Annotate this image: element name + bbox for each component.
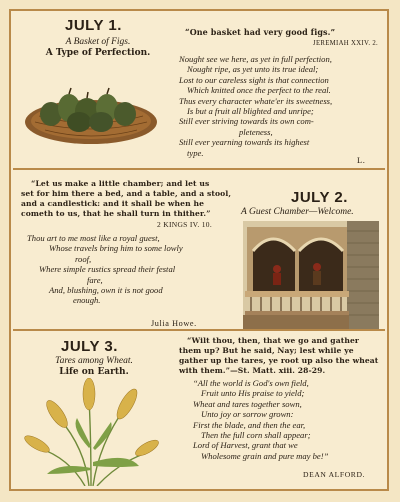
entry-july-2 — [13, 171, 385, 331]
subtitle-line: Life on Earth. — [59, 367, 129, 377]
entry-poem — [179, 54, 332, 158]
entry-author: DEAN ALFORD. — [303, 470, 366, 479]
entry-author: L. — [357, 155, 366, 165]
poem-line: Thus every character whate'er its sweetness, — [179, 95, 333, 106]
entry-poem — [193, 378, 328, 461]
entry-july-1 — [13, 13, 385, 170]
poem-line: Lord of Harvest, grant that we — [193, 440, 298, 451]
poem-line: First the blade, and then the ear, — [193, 419, 306, 430]
quote-line: “Let us make a little chamber; and let us — [31, 179, 210, 188]
poem-line: And, blushing, own it is not good — [49, 285, 163, 296]
poem-line: pleteness, — [239, 126, 273, 137]
poem-line: enough. — [73, 295, 101, 306]
poem-line: Nought see we here, as yet in full perfection, — [179, 54, 332, 64]
poem-line: Wholesome grain and pure may be!” — [201, 450, 329, 461]
quote-line: “Wilt thou, then, that we go and gather — [187, 336, 359, 345]
poem-line: Whose travels bring him to some lowly — [49, 243, 183, 254]
poem-line: Still ever yearning towards its highest — [179, 137, 310, 148]
entry-poem — [27, 233, 183, 306]
poem-line: fare, — [87, 274, 103, 285]
entry-author: Julia Howe. — [151, 319, 197, 328]
poem-line: Thou art to me most like a royal guest, — [27, 233, 160, 243]
entry-reference: 2 KINGS IV. 10. — [157, 220, 212, 229]
poem-line: Lost to our careless sight is that connection — [179, 74, 329, 85]
quote-line: and a candlestick: and it shall be when he — [21, 199, 205, 208]
poem-line: Which knitted once the perfect to the real. — [187, 85, 331, 96]
quote-line: set for him there a bed, and a table, and a stool, — [21, 189, 232, 198]
subtitle-line: Tares among Wheat. — [55, 356, 133, 366]
entry-date: JULY 2. — [291, 189, 348, 206]
entry-date: JULY 1. — [65, 17, 122, 34]
guest-chamber-illustration — [243, 221, 379, 329]
poem-line: Nought ripe, as yet unto its true ideal; — [187, 64, 319, 75]
entry-quote — [21, 179, 253, 219]
poem-line: “All the world is God's own field, — [193, 378, 309, 388]
entry-quote: “One basket had very good figs.” — [185, 27, 336, 37]
poem-line: Is but a fruit all blighted and unripe; — [187, 106, 314, 117]
poem-line: Fruit unto His praise to yield; — [201, 388, 305, 399]
fig-basket-illustration — [21, 78, 161, 150]
entry-reference: JEREMIAH XXIV. 2. — [313, 40, 379, 47]
poem-line: type. — [187, 147, 204, 158]
quote-line: them up? But he said, Nay; lest while ye — [179, 346, 354, 355]
quote-line: gather up the tares, ye root up also the wheat — [179, 356, 379, 365]
entry-quote — [179, 336, 385, 376]
poem-line: Wheat and tares together sown, — [193, 398, 302, 409]
quote-line: cometh to us, that he shall turn in thither.” — [21, 209, 211, 218]
subtitle-line: A Basket of Figs. — [65, 37, 131, 47]
subtitle-line: A Type of Perfection. — [45, 48, 151, 58]
entry-subtitle — [43, 37, 153, 59]
poem-line: roof, — [75, 253, 92, 264]
wheat-and-tares-illustration — [19, 378, 165, 486]
poem-line: Then the full corn shall appear; — [201, 430, 311, 441]
poem-line: Still ever striving towards its own com- — [179, 116, 314, 127]
quote-line: with them.”—St. Matt. xiii. 28-29. — [179, 366, 326, 375]
entry-subtitle: A Guest Chamber—Welcome. — [241, 207, 354, 217]
poem-line: Where simple rustics spread their festal — [39, 264, 176, 275]
entry-july-3 — [13, 332, 385, 488]
poem-line: Unto joy or sorrow grown: — [201, 409, 294, 420]
entry-subtitle — [39, 356, 149, 378]
entry-date: JULY 3. — [61, 338, 118, 355]
calendar-page — [9, 9, 389, 491]
